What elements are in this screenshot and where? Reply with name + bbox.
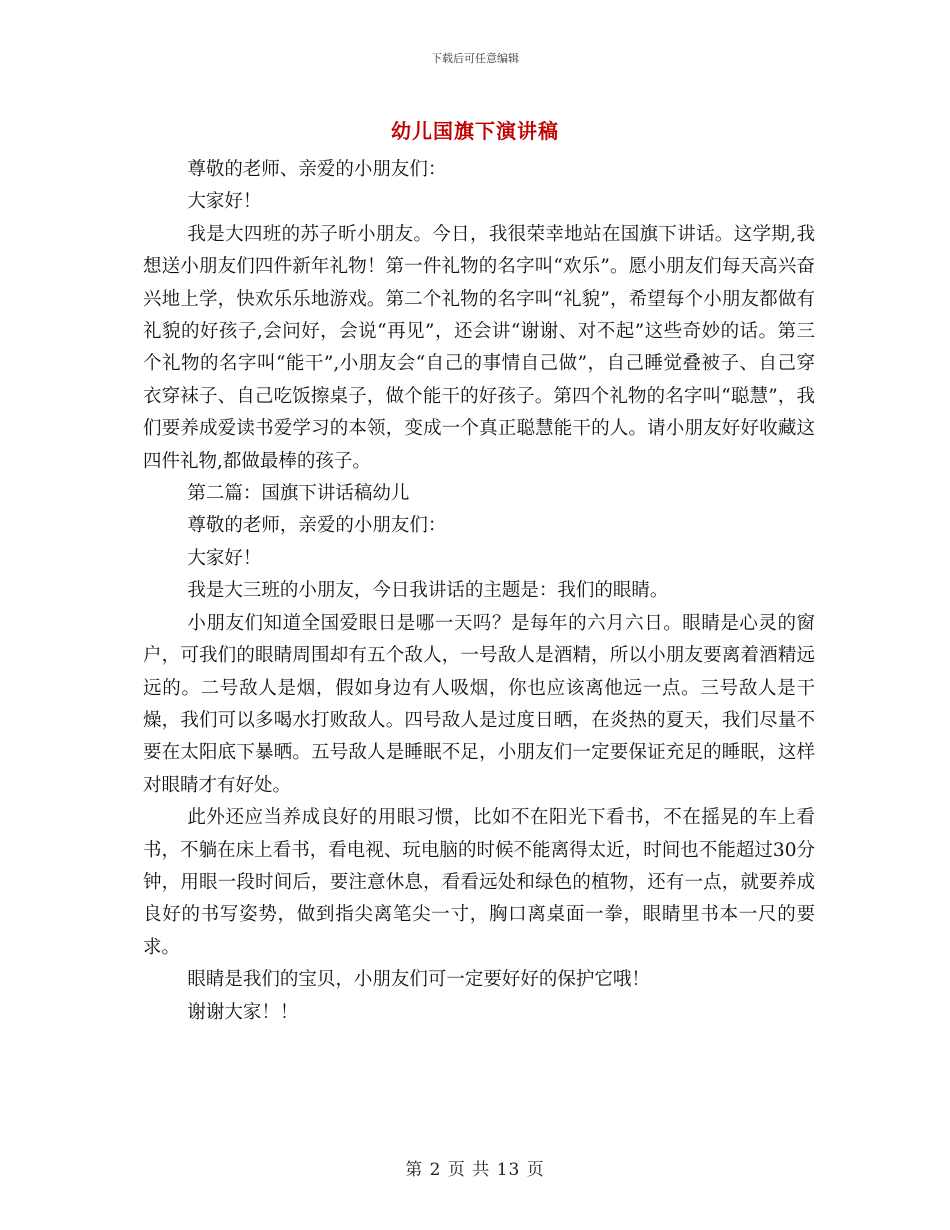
paragraph: 大家好！ [187,547,262,569]
paragraph: 谢谢大家！！ [187,1001,299,1023]
paragraph: 大家好！ [187,191,262,213]
paragraph: 我是大四班的苏子昕小朋友。今日，我很荣幸地站在国旗下讲话。这学期,我想送小朋友们四件新年礼物！第一件礼物的名字叫“欢乐”。愿小朋友们每天高兴奋兴地上学，快欢乐乐地游戏。第二个礼物的名字叫“礼貌”，希望每个小朋友都做有礼貌的好孩子,会问好，会说“再见”，还会讲“谢谢、对不起”这些奇妙的话。第三个礼物的名字叫“能干”,小朋友会“自己的事情自己做”，自己睡觉叠被子、自己穿衣穿袜子、自己吃饭擦桌子，做个能干的好孩子。第四个礼物的名字叫“聪慧”，我们要养成爱读书爱学习的本领，变成一个真正聪慧能干的人。请小朋友好好收藏这四件礼物,都做最棒的孩子。 [143,223,815,472]
paragraph: 此外还应当养成良好的用眼习惯，比如不在阳光下看书，不在摇晃的车上看书，不躺在床上看书，看电视、玩电脑的时候不能离得太近，时间也不能超过30分钟，用眼一段时间后，要注意休息，看看远处和绿色的植物，还有一点，就要养成良好的书写姿势，做到指尖离笔尖一寸，胸口离桌面一拳，眼睛里书本一尺的要求。 [143,807,815,958]
paragraph: 尊敬的老师，亲爱的小朋友们： [187,515,447,537]
paragraph: 眼睛是我们的宝贝，小朋友们可一定要好好的保护它哦！ [187,969,650,991]
document-body [143,154,815,1029]
paragraph: 我是大三班的小朋友，今日我讲话的主题是：我们的眼睛。 [187,580,669,602]
page-number: 第 2 页 共 13 页 [405,1160,545,1180]
paragraph: 尊敬的老师、亲爱的小朋友们： [187,159,447,180]
page-header-note: 下载后可任意编辑 [431,52,519,65]
section-heading: 第二篇：国旗下讲话稿幼儿 [187,483,410,505]
paragraph: 小朋友们知道全国爱眼日是哪一天吗？是每年的六月六日。眼睛是心灵的窗户，可我们的眼睛周围却有五个敌人，一号敌人是酒精，所以小朋友要离着酒精远远的。二号敌人是烟，假如身边有人吸烟，你也应该离他远一点。三号敌人是干燥，我们可以多喝水打败敌人。四号敌人是过度日晒，在炎热的夏天，我们尽量不要在太阳底下暴晒。五号敌人是睡眠不足，小朋友们一定要保证充足的睡眠，这样对眼睛才有好处。 [143,612,815,796]
document-title: 幼儿国旗下演讲稿 [391,119,559,143]
